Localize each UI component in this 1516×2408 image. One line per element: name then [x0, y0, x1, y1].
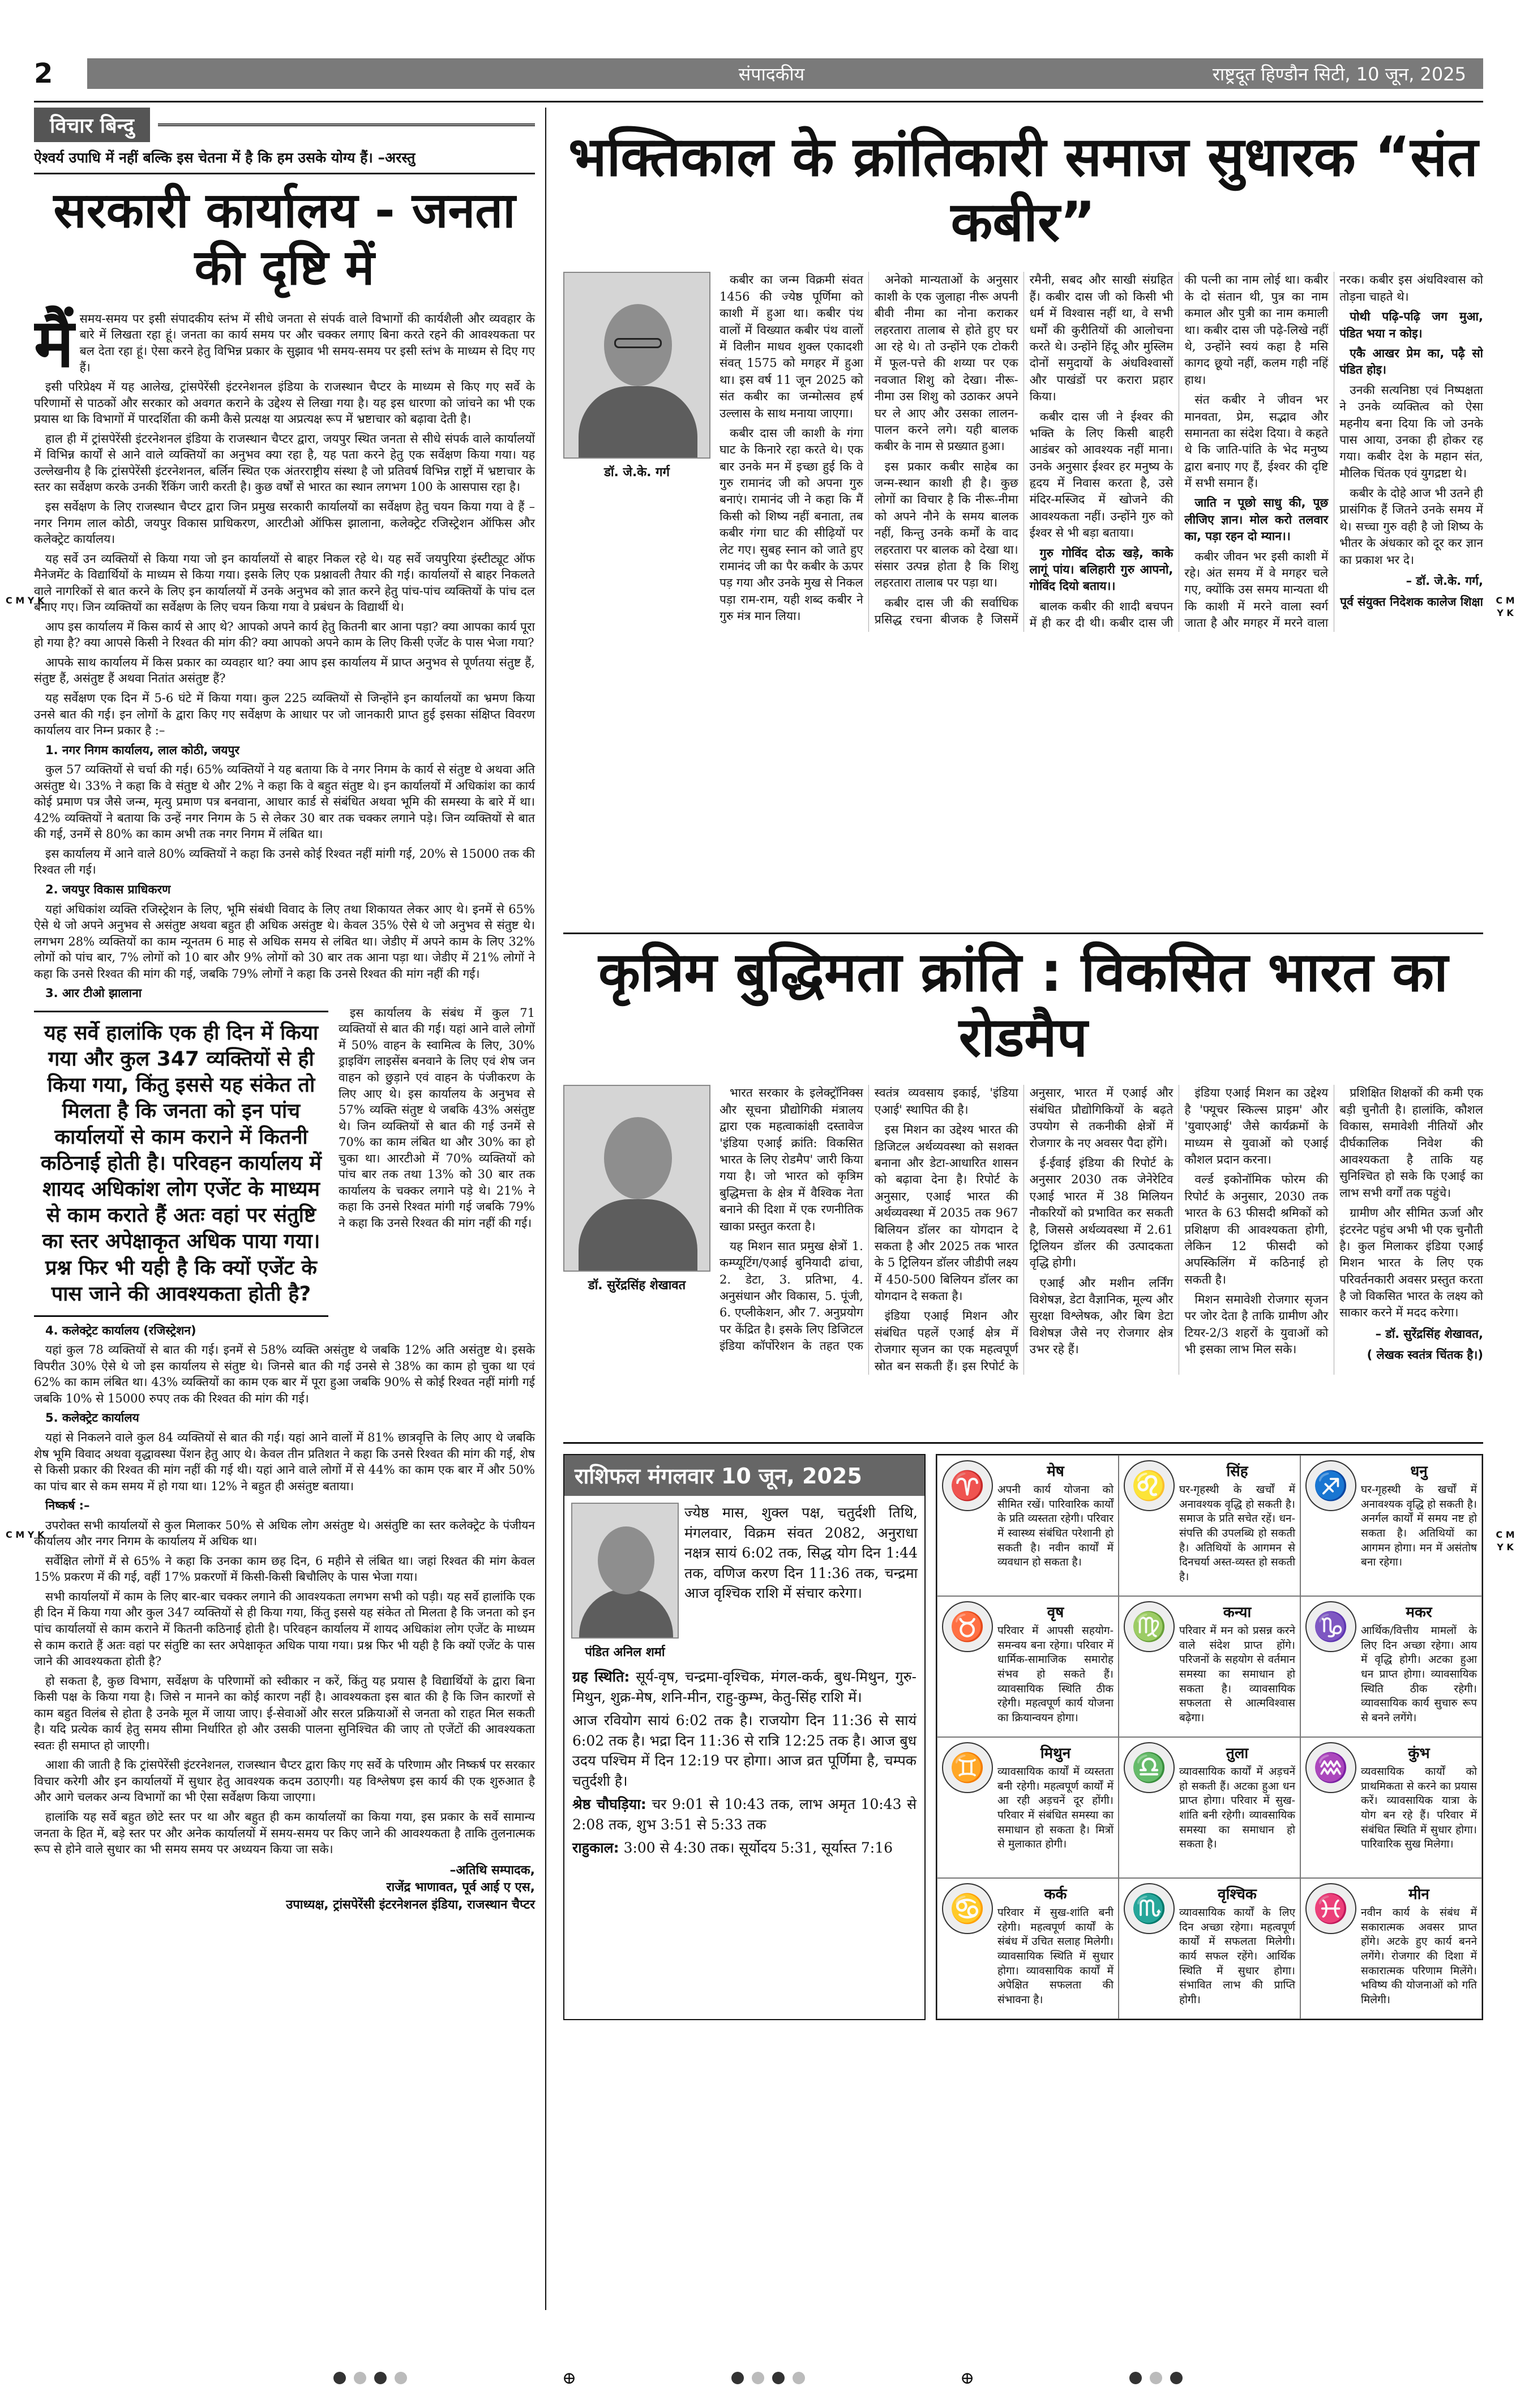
paragraph: आशा की जाती है कि ट्रांसपेरेंसी इंटरनेशनल, राजस्थान चैप्टर द्वारा किए गए सर्वे के परिणाम और निष्कर्ष पर सरकार विचार करेगी और इन कार्यालयों में सुधार हेतु आवश्यक कदम उठाएगी। यह विश्लेषण इस कार्य की एक शुरुआत है और आगे चलकर अन्य विभागों का भी ऐसा सर्वेक्षण किया जाएगा। — [34, 1758, 535, 1804]
signature-line: राजेंद्र भाणावत, पूर्व आई ए एस, — [386, 1880, 535, 1895]
paragraph: कबीर जीवन भर इसी काशी में रहे। अंत समय में वे मगहर चले गए, क्योंकि उस समय मान्यता थी कि काशी में मरने वाला स्वर्ग जाता है और मगहर में मरने वाला नरक। कबीर इस अंधविश्वास को तोड़ना चाहते थे। — [1184, 273, 1483, 630]
zodiac-symbol-icon: ♌ — [1124, 1460, 1175, 1511]
sign-name: तुला — [1226, 1745, 1249, 1762]
sign-prediction: अपनी कार्य योजना को सीमित रखें। पारिवारिक कार्यों के प्रति व्यस्तता रहेगी। परिवार में स्वास्थ्य संबंधित परेशानी हो सकती है। नवीन कार्यों में व्यवधान हो सकता है। — [997, 1483, 1114, 1569]
graha-text: सूर्य-वृष, चन्द्रमा-वृश्चिक, मंगल-कर्क, बुध-मिथुन, गुरु-मिथुन, शुक्र-मेष, शनि-मीन, राहु-कुम्भ, केतु-सिंह राशि में। — [572, 1669, 917, 1705]
zodiac-grid — [936, 1454, 1483, 2020]
paragraph: हाल ही में ट्रांसपेरेंसी इंटरनेशनल इंडिया के राजस्थान चैप्टर द्वारा, जयपुर स्थित जनता से सीधे संपर्क वाले कार्यालयों में विभिन्न कार्यों से आने वाले व्यक्तियों का अनुभव क्या रहा है, यह पता करने हेतु एक सर्वेक्षण किया गया। यह उल्लेखनीय है कि ट्रांसपेरेंसी इंटरनेशनल, बर्लिन स्थित एक अंतरराष्ट्रीय संस्था है जो प्रतिवर्ष विभिन्न राष्ट्रों में भ्रष्टाचार के स्तर का सर्वेक्षण करके उनकी रैंकिंग जारी करती है। कुछ वर्षों से भारत का स्थान लगभग 100 के आसपास रहा है। — [34, 431, 535, 494]
color-dot — [333, 2372, 346, 2384]
page-number: 2 — [34, 58, 53, 89]
sign-prediction: व्यवसायिक कार्यों को प्राथमिकता से करने का प्रयास करें। व्यावसायिक यात्रा के योग बन रहे हैं। परिवार में संबंधित स्थिति में सुधार होगा। पारिवारिक सुख मिलेगा। — [1361, 1765, 1477, 1851]
subhead: 2. जयपुर विकास प्राधिकरण — [45, 882, 171, 896]
paragraph: आप इस कार्यालय में किस कार्य से आए थे? आपको अपने कार्य हेतु कितनी बार आना पड़ा? क्या आपका कार्य पूरा हो गया है? क्या आपसे किसी ने रिश्वत की मांग की? क्या आपको अपने काम के लिए किसी एजेंट के पास भेजा गया? — [34, 619, 535, 650]
crosshair-icon: ⊕ — [960, 2368, 975, 2388]
vichar-bindu — [34, 108, 535, 142]
paragraph: इस कार्यालय के संबंध में कुल 71 व्यक्तियों से बात की गई। यहां आने वाले लोगों में 50% वाहन के स्वामित्व के लिए, 30% ड्राइविंग लाइसेंस बनवाने के लिए एवं शेष जन वाहन को छुड़ाने एवं वाहन के पंजीकरण के लिए आए थे। इस कार्यालय के अनुभव से 57% व्यक्ति संतुष्ट थे जबकि 43% असंतुष्ट थे। जिन व्यक्तियों से बात की गई उनमें से 70% का काम लंबित था और 30% का हो चुका था। आरटीओ में 70% व्यक्तियों को पांच बार तक तथा 13% को 30 बार तक कार्यालय के चक्कर लगाने पड़े थे। 21% ने कहा कि उनसे रिश्वत मांगी गई जबकि 79% ने कहा कि उनसे रिश्वत की मांग नहीं की गई। — [339, 1006, 535, 1230]
panchang-box — [563, 1454, 926, 2020]
paragraph: कबीर दास जी की सर्वाधिक प्रसिद्ध रचना बीजक है जिसमें रमैनी, सबद और साखी संग्रहित हैं। कबीर दास जी को किसी भी धर्म में विश्वास नहीं था, वे सभी धर्मों की कुरीतियों की आलोचना करते थे। उन्होंने हिंदू और मुस्लिम दोनों समुदायों के अंधविश्वासों और पाखंडों पर करारा प्रहार किया। — [874, 273, 1174, 627]
paragraph: बालक कबीर की शादी बचपन में ही कर दी थी। कबीर दास जी की पत्नी का नाम लोई था। कबीर के दो संतान थी, पुत्र का नाम कमाल और पुत्री का नाम कमाली था। कबीर दास जी पढ़े-लिखे नहीं थे, उन्होंने स्वयं कहा है मसि कागद छूयो नहीं, कलम गही नहिं हाथ। — [1029, 273, 1329, 630]
paragraph: यह सर्वे उन व्यक्तियों से किया गया जो इन कार्यालयों से बाहर निकल रहे थे। यह सर्वे जयपुरिया इंस्टीट्यूट ऑफ मैनेजमेंट के विद्यार्थियों के माध्यम से किया गया। इसके लिए एक प्रश्नावली तैयार की गई। कार्यालयों से बाहर निकलते वाले नागरिकों से बात करने के लिए इन कार्यालयों में उनके अनुभव को ज्ञात करने हेतु पांच-पांच व्यक्तियों के पांच दल बनाए गए। जिन व्यक्तियों का सर्वेक्षण के लिए चयन किया गया वे प्रबंधन के विद्यार्थी थे। — [34, 551, 535, 614]
sign-name: मेष — [1047, 1463, 1064, 1480]
paragraph: मिशन समावेशी रोजगार सृजन पर जोर देता है ताकि ग्रामीण और टियर-2/3 शहरों के युवाओं को भी इसका लाभ मिल सके। — [1184, 1293, 1329, 1357]
print-marks — [0, 2367, 1516, 2389]
sign-name: कन्या — [1223, 1604, 1252, 1621]
paragraph: कुल 57 व्यक्तियों से चर्चा की गई। 65% व्यक्तियों ने यह बताया कि वे नगर निगम के कार्य से संतुष्ट थे अथवा अति असंतुष्ट थे। 33% ने कहा कि वे संतुष्ट थे और 2% ने कहा कि वे बहुत संतुष्ट थे। इन कार्यालयों में अधिकांश का कार्य कोई प्रमाण पत्र जैसे जन्म, मृत्यु प्रमाण पत्र बनवाना, आधार कार्ड से संबंधित अथवा भूमि की समस्या के बारे में था। 42% व्यक्तियों ने बताया कि उन्हें नगर निगम के 5 से लेकर 30 बार तक चक्कर लगाने पड़े। जिन व्यक्तियों से बात की गई, उनमें से 80% का काम अभी तक नगर निगम में लंबित था। — [34, 763, 535, 841]
sign-name: धनु — [1410, 1463, 1428, 1480]
choghadiya — [564, 1794, 924, 1834]
paragraph: यहां अधिकांश व्यक्ति रजिस्ट्रेशन के लिए, भूमि संबंधी विवाद के लिए तथा शिकायत लेकर आए थे। इनमें से 65% ऐसे थे जो अपने अनुभव से असंतुष्ट अथवा बहुत ही अधिक असंतुष्ट थे। केवल 35% ऐसे थे जो अनुभव से संतुष्ट थे। लगभग 28% व्यक्तियों का काम न्यूनतम 6 माह से अधिक समय से लंबित था। जेडीए में अपने काम के लिए 32% लोगों को पांच बार, 7% लोगों को 10 बार और 9% लोगों को 30 बार तक आना पड़ा था। जेडीए में 21% लोगों ने कहा कि उनसे रिश्वत की मांग की गई, जबकि 79% लोगों ने कहा कि उनसे रिश्वत की मांग नहीं की गई। — [34, 902, 535, 981]
paragraph: उनकी सत्यनिष्ठा एवं निष्पक्षता ने उनके व्यक्तित्व को ऐसा महनीय बना दिया कि जो उनके पास आया, उनका ही होकर रह गया। कबीर देश के महान संत, मौलिक चिंतक एवं युगद्रष्टा थे। — [1339, 383, 1483, 480]
zodiac-sign-card — [1300, 1878, 1482, 2019]
editorial-body — [34, 303, 535, 1914]
author-credit: ( लेखक स्वतंत्र चिंतक है।) — [1367, 1348, 1483, 1362]
paragraph: भारत सरकार के इलेक्ट्रॉनिक्स और सूचना प्रौद्योगिकी मंत्रालय द्वारा एक महत्वाकांक्षी दस्तावेज 'इंडिया एआई क्रांति: विकसित भारत के लिए रोडमैप' जारी किया गया है। जो भारत को कृत्रिम बुद्धिमत्ता के क्षेत्र में वैश्विक नेता बनाने की दिशा में एक रणनीतिक खाका प्रस्तुत करता है। — [720, 1086, 863, 1233]
portrait-image — [563, 272, 710, 459]
signature-line: उपाध्यक्ष, ट्रांसपेरेंसी इंटरनेशनल इंडिया, राजस्थान चैप्टर — [286, 1898, 535, 1913]
sign-name: मकर — [1406, 1604, 1432, 1621]
registration-mark: C M Y K — [6, 1529, 45, 1540]
doha: गुरु गोविंद दोऊ खड़े, काके लागूं पांय। बलिहारी गुरु आपनो, गोविंद दियो बताय।। — [1029, 546, 1174, 593]
paragraph: इस कार्यालय में आने वाले 80% व्यक्तियों ने कहा कि उनसे कोई रिश्वत नहीं मांगी गई, 20% से 15000 तक की रिश्वत ली गई। — [34, 846, 535, 877]
paragraph: कबीर दास जी ने ईश्वर की भक्ति के लिए किसी बाहरी आडंबर को आवश्यक नहीं माना। उनके अनुसार ईश्वर हर मनुष्य के हृदय में निवास करता है, उसे मंदिर-मस्जिद में खोजने की आवश्यकता नहीं। उन्होंने गुरु को ईश्वर से भी बड़ा बताया। — [1029, 409, 1174, 540]
paragraph: इसी परिप्रेक्ष्य में यह आलेख, ट्रांसपेरेंसी इंटरनेशनल इंडिया के राजस्थान चैप्टर के माध्यम से किए गए सर्वे के परिणामों से पाठकों और सरकार को अवगत कराने के उद्देश्य से लिखा गया है। यह इस धारणा को जांचने का भी एक प्रयास था कि विभागों में पारदर्शिता की कमी कैसे प्रत्यक्ष या अप्रत्यक्ष रूप में भ्रष्टाचार को बढ़ावा देती है। — [34, 380, 535, 426]
photo-caption: डॉ. सुरेंद्रसिंह शेखावत — [588, 1278, 686, 1293]
color-dot — [395, 2372, 407, 2384]
sign-name: कुंभ — [1408, 1745, 1430, 1762]
divider — [158, 123, 535, 126]
doha: जाति न पूछो साधु की, पूछ लीजिए ज्ञान। मोल करो तलवार का, पड़ा रहन दो म्यान।। — [1184, 496, 1329, 544]
rashifal-section — [563, 1454, 1483, 2020]
paragraph: आपके साथ कार्यालय में किस प्रकार का व्यवहार था? क्या आप इस कार्यालय में प्राप्त अनुभव से पूर्णतया संतुष्ट हैं, संतुष्ट हैं, असंतुष्ट हैं अथवा नितांत असंतुष्ट हैं? — [34, 655, 535, 686]
graha-label: ग्रह स्थिति: — [572, 1669, 630, 1685]
article-body — [720, 1085, 1483, 1375]
zodiac-sign-card — [1300, 1737, 1482, 1878]
paragraph: यहां कुल 78 व्यक्तियों से बात की गई। इनमें से 58% व्यक्ति असंतुष्ट थे जबकि 12% अति असंतुष्ट थे। इसके विपरीत 30% ऐसे थे जो इस कार्यालय से संतुष्ट थे। जिनसे बात की गई उनसे से 38% का काम हो चुका था एवं 62% का काम लंबित था। 43% व्यक्तियों का काम एक बार में पूरा हुआ जबकि 90% से कोई रिश्वत नहीं मांगी गई जबकि 10% से 15000 रुपए तक की रिश्वत की मांग की गई। — [34, 1343, 535, 1405]
color-dot — [752, 2372, 764, 2384]
article-body — [720, 272, 1483, 631]
paragraph: प्रशिक्षित शिक्षकों की कमी एक बड़ी चुनौती है। हालांकि, कौशल विकास, समावेशी नीतियों और दीर्घकालिक निवेश की आवश्यकता है ताकि यह सुनिश्चित हो सके कि एआई का लाभ सभी वर्गों तक पहुंचे। — [1339, 1086, 1483, 1200]
choghadiya-text: चर 9:01 से 10:43 तक, लाभ अमृत 10:43 से 2:08 तक, शुभ 3:51 से 5:33 तक — [572, 1796, 917, 1833]
zodiac-sign-card — [937, 1455, 1119, 1596]
subhead: 4. कलेक्ट्रेट कार्यालय (रजिस्ट्रेशन) — [45, 1323, 196, 1337]
zodiac-symbol-icon: ♈ — [942, 1460, 993, 1511]
registration-mark: C M Y K — [1496, 595, 1515, 619]
photo-caption: डॉ. जे.के. गर्ग — [604, 465, 670, 480]
sign-name: मीन — [1408, 1886, 1429, 1903]
registration-mark: C M Y K — [6, 595, 45, 606]
sign-prediction: घर-गृहस्थी के खर्चों में अनावश्यक वृद्धि हो सकती है। समाज के प्रति सचेत रहें। धन-संपत्ति की उपलब्धि हो सकती है। अतिथियों के आगमन से दिनचर्या अस्त-व्यस्त हो सकती है। — [1179, 1483, 1295, 1583]
section-title: संपादकीय — [738, 63, 805, 85]
author-credit: – डॉ. जे.के. गर्ग, — [1406, 574, 1483, 588]
zodiac-sign-card — [937, 1737, 1119, 1878]
portrait-image — [563, 1085, 710, 1272]
sign-name: वृश्चिक — [1218, 1886, 1257, 1903]
author-photo — [563, 272, 710, 631]
sign-name: सिंह — [1226, 1463, 1248, 1480]
paragraph: यह सर्वेक्षण एक दिन में 5-6 घंटे में किया गया। कुल 225 व्यक्तियों से जिन्होंने इन कार्यालयों का भ्रमण किया उनसे बात की गई। इन लोगों के द्वारा किए गए सर्वेक्षण के आधार पर जो जानकारी प्राप्त हुई इसका संक्षिप्त विवरण कार्यालय वार निम्न प्रकार है :– — [34, 691, 535, 738]
author-credit: – डॉ. सुरेंद्रसिंह शेखावत, — [1375, 1327, 1483, 1341]
sign-prediction: आर्थिक/वित्तीय मामलों के लिए दिन अच्छा रहेगा। आय में वृद्धि होगी। अटका हुआ धन प्राप्त होगा। व्यावसायिक स्थिति ठीक रहेगी। व्यावसायिक कार्य सुचारु रूप से बनने लगेंगे। — [1361, 1624, 1477, 1724]
right-columns — [563, 108, 1483, 2020]
signature-block — [34, 1862, 535, 1914]
sign-prediction: नवीन कार्य के संबंध में सकारात्मक अवसर प्राप्त होंगे। अटके हुए कार्य बनने लगेंगे। रोजगार की दिशा में सकारात्मक परिणाम मिलेंगे। भविष्य की योजनाओं को गति मिलेगी। — [1361, 1906, 1477, 2006]
drop-cap: मैं — [34, 303, 74, 382]
header-rule — [34, 101, 1483, 102]
sign-prediction: घर-गृहस्थी के खर्चों में अनावश्यक वृद्धि हो सकती है। अनर्गल कार्यों में समय नष्ट हो सकता है। अतिथियों का आगमन होगा। मन में असंतोष बना रहेगा। — [1361, 1483, 1477, 1569]
paragraph: सर्वेक्षित लोगों में से 65% ने कहा कि उनका काम छह दिन, 6 महीने से लंबित था। जहां रिश्वत की मांग केवल 15% प्रकरण में की गई, वहीं 17% प्रकरणों में किसी-किसी बिचौलिए के पास भेजा गया। — [34, 1554, 535, 1584]
paragraph: एआई और मशीन लर्निंग विशेषज्ञ, डेटा वैज्ञानिक, मूल्य और सुरक्षा विश्लेषक, और बिग डेटा विशेषज्ञ जैसे नए रोजगार क्षेत्र उभर रहे हैं। — [1029, 1276, 1174, 1357]
zodiac-sign-card — [1119, 1878, 1300, 2019]
zodiac-symbol-icon: ♉ — [942, 1601, 993, 1652]
zodiac-sign-card — [1119, 1596, 1300, 1737]
rashifal-title: राशिफल मंगलवार 10 जून, 2025 — [564, 1455, 924, 1496]
doha: पोथी पढ़ि-पढ़ि जग मुआ, पंडित भया न कोइ। — [1339, 310, 1483, 340]
color-dot — [1170, 2372, 1183, 2384]
zodiac-symbol-icon: ♍ — [1124, 1601, 1175, 1652]
author-photo — [563, 1085, 710, 1375]
paragraph: सभी कार्यालयों में काम के लिए बार-बार चक्कर लगाने की आवश्यकता लगभग सभी को पड़ी। यह सर्वे हालांकि एक ही दिन में किया गया और कुल 347 व्यक्तियों से ही किया गया, किंतु इससे यह संकेत तो मिलता है कि जनता को इन पांच कार्यालयों से काम कराने में कितनी कठिनाई होती है। परिवहन कार्यालय में शायद अधिकांश लोग एजेंट के माध्यम से काम कराते हैं अतः वहां पर संतुष्टि का स्तर अपेक्षाकृत अधिक पाया गया। प्रश्न फिर भी यही है कि क्यों एजेंट के पास जाने की आवश्यकता होती है? — [34, 1589, 535, 1669]
color-dot — [1150, 2372, 1162, 2384]
sign-name: मिथुन — [1040, 1745, 1071, 1762]
registration-mark: C M Y K — [1496, 1529, 1515, 1553]
color-dot — [1129, 2372, 1142, 2384]
zodiac-sign-card — [1119, 1737, 1300, 1878]
paragraph: ई-ईवाई इंडिया की रिपोर्ट के अनुसार 2030 तक जेनेरेटिव एआई भारत में 38 मिलियन नौकरियों को प्रभावित कर सकती है, जिससे अर्थव्यवस्था में 2.61 ट्रिलियन डॉलर की उत्पादकता वृद्धि होगी। — [1029, 1156, 1174, 1270]
article-headline: कृत्रिम बुद्धिमता क्रांति : विकसित भारत का रोडमैप — [598, 940, 1448, 1070]
doha: एकै आखर प्रेम का, पढ़ै सो पंडित होइ। — [1339, 346, 1483, 377]
paragraph: यहां से निकलने वाले कुल 84 व्यक्तियों से बात की गई। यहां आने वालों में 81% छात्रवृत्ति के लिए आए थे जबकि शेष भूमि विवाद अथवा वृद्धावस्था पेंशन हेतु आए थे। केवल तीन प्रतिशत ने कहा कि उनसे रिश्वत की मांग की गई, शेष से किसी प्रकार की रिश्वत की मांग नहीं की गई थी। यहां आने वाले लोगों में से 44% का काम एक बार में और 50% का पांच बार से कम समय में हो गया था। 12% ने बहुत ही असंतुष्ट बताया। — [34, 1430, 535, 1493]
paragraph: संत कबीर ने जीवन भर मानवता, प्रेम, सद्भाव और समानता का संदेश दिया। वे कहते थे कि जाति-पांति के भेद मनुष्य द्वारा बनाए गए हैं, ईश्वर की दृष्टि में सभी समान हैं। — [1184, 393, 1329, 490]
paragraph: कबीर के दोहे आज भी उतने ही प्रासंगिक हैं जितने उनके समय में थे। सच्चा गुरु वही है जो शिष्य के भीतर के अंधकार को दूर कर ज्ञान का प्रकाश भर दे। — [1339, 486, 1483, 567]
yoga-text: आज रवियोग सायं 6:02 तक है। राजयोग दिन 11:36 से सायं 6:02 तक है। भद्रा दिन 11:36 से रात्रि 12:25 तक है। आज बुध उदय पश्चिम में दिन 12:19 पर होगा। आज व्रत पूर्णिमा है, चम्पक चतुर्दशी है। — [572, 1712, 917, 1789]
rahukaal-text: 3:00 से 4:30 तक। सूर्योदय 5:31, सूर्यास्त 7:16 — [623, 1840, 893, 1856]
paragraph: अनेको मान्यताओं के अनुसार काशी के एक जुलाहा नीरू अपनी बीवी नीमा का नोना कराकर लहरतारा तालाब से होते हुए घर आ रहे थे। तो उन्होंने एक टोकरी में फूल-पत्ते की शय्या पर एक नवजात शिशु को देखा। नीरू-नीमा उस शिशु को उठाकर अपने घर ले आए और उसका लालन-पालन करने लगे। यही बालक कबीर के नाम से प्रख्यात हुआ। — [874, 273, 1018, 454]
color-dot — [374, 2372, 387, 2384]
photo-caption: पंडित अनिल शर्मा — [585, 1645, 665, 1659]
sign-prediction: व्यावसायिक कार्यों के लिए दिन अच्छा रहेगा। महत्वपूर्ण कार्यों में सफलता मिलेगी। कार्य सफल रहेंगे। आर्थिक स्थिति में सुधार होगा। संभावित लाभ की प्राप्ति होगी। — [1179, 1906, 1295, 2006]
paragraph: इस सर्वेक्षण के लिए राजस्थान चैप्टर द्वारा जिन प्रमुख सरकारी कार्यालयों का सर्वेक्षण हेतु चयन किया गया वे हैं – नगर निगम लाल कोठी, जयपुर विकास प्राधिकरण, आरटीओ ऑफिस झालाना, कलेक्ट्रेट रजिस्ट्रेशन ऑफिस और कलेक्ट्रेट कार्यालय। — [34, 499, 535, 546]
article-headline: भक्तिकाल के क्रांतिकारी समाज सुधारक “संत कबीर” — [568, 125, 1478, 254]
sign-prediction: व्यावसायिक कार्यों में व्यस्तता बनी रहेगी। महत्वपूर्ण कार्यों में आ रही अड़चनें दूर होंगी। परिवार में संबंधित समस्या का समाधान हो सकता है। मित्रों से मुलाकात होगी। — [997, 1765, 1114, 1851]
sign-prediction: व्यावसायिक कार्यों में अड़चनें हो सकती हैं। अटका हुआ धन प्राप्त होगा। परिवार में सुख-शांति बनी रहेगी। व्यावसायिक समस्या का समाधान हो सकता है। — [1179, 1765, 1295, 1851]
paragraph: वर्ल्ड इकोनॉमिक फोरम की रिपोर्ट के अनुसार, 2030 तक भारत के 63 फीसदी श्रमिकों को प्रशिक्षण की आवश्यकता होगी, लेकिन 12 फीसदी को अपस्किलिंग में कठिनाई हो सकती है। — [1184, 1173, 1329, 1286]
pull-quote: यह सर्वे हालांकि एक ही दिन में किया गया और कुल 347 व्यक्तियों से ही किया गया, किंतु इससे यह संकेत तो मिलता है कि जनता को इन पांच कार्यालयों से काम कराने में कितनी कठिनाई होती है। परिवहन कार्यालय में शायद अधिकांश लोग एजेंट के माध्यम से काम कराते हैं अतः वहां पर संतुष्टि का स्तर अपेक्षाकृत अधिक पाया गया। प्रश्न फिर भी यही है कि क्यों एजेंट के पास जाने की आवश्यकता होती है? — [34, 1011, 328, 1317]
paragraph: समय-समय पर इसी संपादकीय स्तंभ में सीधे जनता से संपर्क वाले विभागों की कार्यशैली और व्यवहार के बारे में लिखता रहा हूं। जनता का कार्य समय पर और चक्कर लगाए बिना करते रहने की आवश्यकता पर बल देता रहा हूं। ऐसा करने हेतु विभिन्न प्रकार के सुझाव भी समय-समय पर इसी स्तंभ के माध्यम से दिए गए हैं। — [79, 311, 535, 374]
color-dot — [772, 2372, 785, 2384]
paragraph: इस प्रकार कबीर साहेब का जन्म-स्थान काशी ही है। कुछ लोगों का विचार है कि नीरू-नीमा को अपने नौने के समय बालक नहीं, किन्तु उनके कर्मों के वाद लहरतारा पर बालक को देखा था। संसार उत्पन्न होता है कि शिशु लहरतारा तालाब पर पड़ा था। — [874, 459, 1018, 590]
zodiac-symbol-icon: ♐ — [1305, 1460, 1356, 1511]
paragraph: यह मिशन सात प्रमुख क्षेत्रों 1. कम्प्यूटिंग/एआई बुनियादी ढांचा, 2. डेटा, 3. प्रतिभा, 4. अनुसंधान और विकास, 5. पूंजी, 6. एप्लीकेशन, और 7. अनुप्रयोग पर केंद्रित है। इसके लिए डिजिटल इंडिया कॉर्पोरेशन के तहत एक स्वतंत्र व्यवसाय इकाई, 'इंडिया एआई' स्थापित की है। — [720, 1086, 1018, 1353]
zodiac-symbol-icon: ♒ — [1305, 1742, 1356, 1793]
zodiac-symbol-icon: ♑ — [1305, 1601, 1356, 1652]
choghadiya-label: श्रेष्ठ चौघड़िया: — [572, 1796, 646, 1812]
subhead: 5. कलेक्ट्रेट कार्यालय — [45, 1411, 139, 1425]
paragraph: ग्रामीण और सीमित ऊर्जा और इंटरनेट पहुंच अभी भी एक चुनौती है। कुल मिलाकर इंडिया एआई मिशन भारत के लिए एक परिवर्तनकारी अवसर प्रस्तुत करता है जो विकसित भारत के लक्ष्य को साकार करने में मदद करेगा। — [1339, 1206, 1483, 1320]
zodiac-sign-card — [1300, 1455, 1482, 1596]
paragraph: कबीर का जन्म विक्रमी संवत 1456 की ज्येष्ठ पूर्णिमा को काशी में हुआ था। कबीर पंथ वालों में विख्यात कबीर पंथ वालों में विलीन माधव शुक्ल एकादशी संवत् 1575 को मगहर में हुआ था। इस वर्ष 11 जून 2025 को संत कबीर का जन्मोत्सव हर्ष उल्लास के साथ मनाया जाएगा। — [720, 273, 863, 420]
color-dot — [731, 2372, 744, 2384]
zodiac-sign-card — [1300, 1596, 1482, 1737]
panchang-text: ज्येष्ठ मास, शुक्ल पक्ष, चतुर्दशी तिथि, मंगलवार, विक्रम संवत 2082, अनुराधा नक्षत्र सायं 6:02 तक, सिद्ध योग दिन 1:44 तक, वणिज करण दिन 11:36 तक, चन्द्रमा आज वृश्चिक राशि में संचार करेगा। — [684, 1504, 918, 1601]
zodiac-symbol-icon: ♓ — [1305, 1883, 1356, 1934]
sign-prediction: परिवार में मन को प्रसन्न करने वाले संदेश प्राप्त होंगे। परिजनों के सहयोग से वर्तमान समस्या का समाधान हो सकता है। व्यावसायिक सफलता से आत्मविश्वास बढ़ेगा। — [1179, 1624, 1295, 1724]
subhead: 1. नगर निगम कार्यालय, लाल कोठी, जयपुर — [45, 743, 239, 757]
paragraph: इंडिया एआई मिशन और संबंधित पहलें एआई क्षेत्र में रोजगार सृजन का एक महत्वपूर्ण स्रोत बन सकती हैं। इस रिपोर्ट के अनुसार, भारत में एआई और संबंधित प्रौद्योगिकियों के बढ़ते उपयोग से तकनीकी क्षेत्रों में रोजगार के नए अवसर पैदा होंगे। — [874, 1086, 1174, 1373]
paragraph: इस मिशन का उद्देश्य भारत की डिजिटल अर्थव्यवस्था को सशक्त बनाना और डेटा-आधारित शासन को बढ़ावा देना है। रिपोर्ट के अनुसार, एआई भारत की अर्थव्यवस्था में 2035 तक 967 बिलियन डॉलर का योगदान दे सकता है और 2025 तक भारत के 5 ट्रिलियन डॉलर जीडीपी लक्ष्य में 450-500 बिलियन डॉलर का योगदान दे सकता है। — [874, 1123, 1018, 1303]
color-dot — [793, 2372, 805, 2384]
zodiac-symbol-icon: ♊ — [942, 1742, 993, 1793]
subhead: 3. आर टीओ झालाना — [45, 986, 142, 1000]
zodiac-symbol-icon: ♏ — [1124, 1883, 1175, 1934]
kabir-article — [563, 108, 1483, 934]
ai-article — [563, 934, 1483, 1444]
astrologer-photo — [571, 1503, 679, 1660]
signature-line: –अतिथि सम्पादक, — [449, 1863, 535, 1877]
sign-name: वृष — [1047, 1604, 1064, 1621]
subhead: निष्कर्ष :– — [45, 1499, 90, 1513]
rahukaal-label: राहुकाल: — [572, 1840, 619, 1856]
sign-prediction: परिवार में सुख-शांति बनी रहेगी। महत्वपूर्ण कार्यों के संबंध में उचित सलाह मिलेगी। व्यावसायिक स्थिति में सुधार होगा। व्यावसायिक कार्यों में अपेक्षित सफलता की संभावना है। — [997, 1906, 1114, 2006]
sign-name: कर्क — [1044, 1886, 1067, 1903]
zodiac-sign-card — [937, 1878, 1119, 2019]
section-bar — [87, 58, 1483, 89]
editorial-column — [34, 108, 546, 2310]
paragraph: इंडिया एआई मिशन का उद्देश्य है 'फ्यूचर स्किल्स प्राइम' और 'युवाएआई' जैसे कार्यक्रमों के माध्यम से युवाओं को एआई कौशल प्रदान करना। — [1184, 1086, 1329, 1166]
paragraph: हालांकि यह सर्वे बहुत छोटे स्तर पर था और बहुत ही कम कार्यालयों का किया गया, इस प्रकार के सर्वे सामान्य जनता के हित में, बड़े स्तर पर और अनेक कार्यालयों में समय-समय पर किए जाने की आवश्यकता है ताकि तुलनात्मक रूप से होने वाले सुधार का भी समय समय पर अध्ययन किया जा सके। — [34, 1810, 535, 1857]
zodiac-sign-card — [937, 1596, 1119, 1737]
zodiac-sign-card — [1119, 1455, 1300, 1596]
graha-sthiti — [564, 1667, 924, 1707]
editorial-headline: सरकारी कार्यालय - जनता की दृष्टि में — [53, 182, 516, 297]
vichar-bindu-tag: विचार बिन्दु — [34, 108, 150, 142]
masthead-date: राष्ट्रदूत हिण्डौन सिटी, 10 जून, 2025 — [1212, 63, 1466, 85]
portrait-image — [571, 1503, 679, 1639]
author-credit: पूर्व संयुक्त निदेशक कालेज शिक्षा — [1340, 595, 1483, 609]
crosshair-icon: ⊕ — [562, 2368, 576, 2388]
thought-quote: ऐश्वर्य उपाधि में नहीं बल्कि इस चेतना में है कि हम उसके योग्य हैं। –अरस्तु — [34, 148, 535, 174]
rahukaal — [564, 1834, 924, 1862]
paragraph: उपरोक्त सभी कार्यालयों से कुल मिलाकर 50% से अधिक लोग असंतुष्ट थे। असंतुष्टि का स्तर कलेक्ट्रेट के पंजीयन कार्यालय और नगर निगम के कार्यालय में अधिक था। — [34, 1518, 535, 1549]
color-dot — [354, 2372, 366, 2384]
zodiac-symbol-icon: ♎ — [1124, 1742, 1175, 1793]
sign-prediction: परिवार में आपसी सहयोग-समन्वय बना रहेगा। परिवार में धार्मिक-सामाजिक समारोह संभव हो सकते हैं। व्यावसायिक स्थिति ठीक रहेगी। महत्वपूर्ण कार्य योजना का क्रियान्वयन होगा। — [997, 1624, 1114, 1724]
page-header — [34, 51, 1483, 96]
paragraph: कबीर दास जी काशी के गंगा घाट के किनारे रहा करते थे। एक बार उनके मन में इच्छा हुई कि वे गुरु रामानंद जी को अपना गुरु बनाएं। रामानंद जी ने कहा कि मैं किसी को शिष्य नहीं बनाता, तब कबीर गंगा घाट की सीढ़ियों पर लेट गए। सुबह स्नान को जाते हुए रामानंद जी का पैर कबीर के ऊपर पड़ गया और उनके मुख से निकल पड़ा राम-राम, यही शब्द कबीर ने गुरु मंत्र मान लिया। — [720, 426, 863, 623]
zodiac-symbol-icon: ♋ — [942, 1883, 993, 1934]
paragraph: हो सकता है, कुछ विभाग, सर्वेक्षण के परिणामों को स्वीकार न करें, किंतु यह प्रयास है विद्यार्थियों के द्वारा बिना किसी पक्ष के किया गया है। जिसे न मानने का कोई कारण नहीं है। आवश्यकता इस बात की है कि जिन कारणों से काम बहुत विलंब से होता है उनके मूल में जाया जाए। ई-सेवाओं और सरल प्रक्रियाओं से जनता को राहत मिल सकती है। यदि प्रत्येक कार्य हेतु समय सीमा निर्धारित हो और उसकी पालना सुनिश्चित की जाए तो एजेंटों की आवश्यकता स्वतः ही समाप्त हो जाएगी। — [34, 1674, 535, 1752]
